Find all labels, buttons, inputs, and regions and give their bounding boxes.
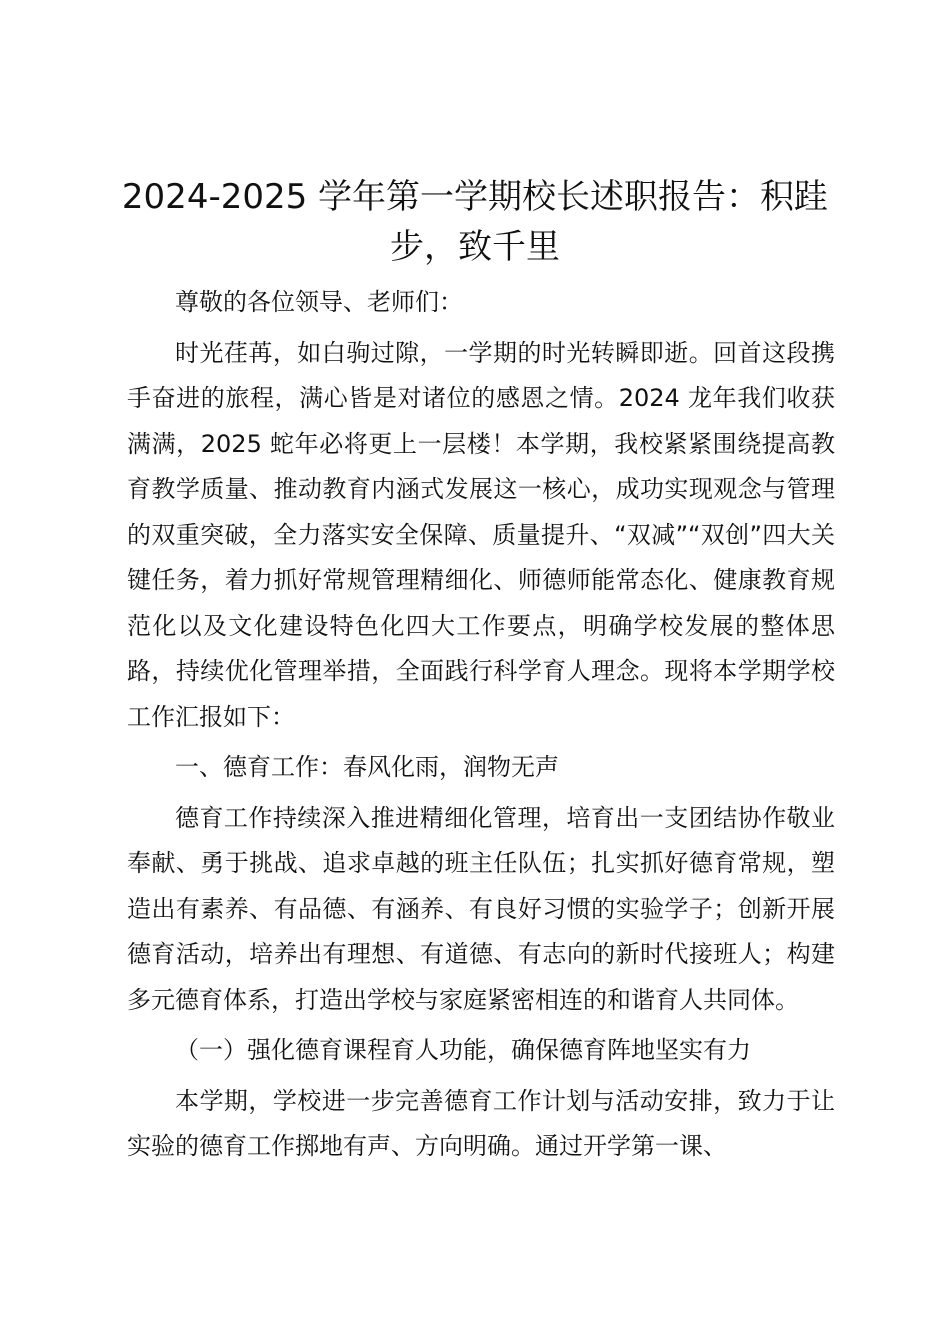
moral-education-paragraph: 德育工作持续深入推进精细化管理，培育出一支团结协作敬业奉献、勇于挑战、追求卓越的班主任队伍；扎实抓好德育常规，塑造出有素养、有品德、有涵养、有良好习惯的实验学子；创新开展德育活动，培养出有理想、有道德、有志向的新时代接班人；构建多元德育体系，打造出学校与家庭紧密相连的和谐育人共同体。 xyxy=(127,803,835,1014)
subsection-1-paragraph: 本学期，学校进一步完善德育工作计划与活动安排，致力于让实验的德育工作掷地有声、方向明确。通过开学第一课、 xyxy=(127,1086,835,1160)
salutation-paragraph: 尊敬的各位领导、老师们： xyxy=(175,288,463,316)
document-body xyxy=(127,280,835,1175)
document-title: 2024-2025 学年第一学期校长述职报告：积跬步，致千里 xyxy=(121,177,829,267)
intro-paragraph: 时光荏苒，如白驹过隙，一学期的时光转瞬即逝。回首这段携手奋进的旅程，满心皆是对诸位的感恩之情。2024 龙年我们收获满满，2025 蛇年必将更上一层楼！本学期，我校紧紧围绕提高教育教学质量、推动教育内涵式发展这一核心，成功实现观念与管理的双重突破，全力落实安全保障、质量提升、“双减”“双创”四大关键任务，着力抓好常规管理精细化、师德师能常态化、健康教育规范化以及文化建设特色化四大工作要点，明确学校发展的整体思路，持续优化管理举措，全面践行科学育人理念。现将本学期学校工作汇报如下： xyxy=(127,338,835,731)
subsection-heading-1: （一）强化德育课程育人功能，确保德育阵地坚实有力 xyxy=(175,1036,751,1064)
section-heading-moral-education: 一、德育工作：春风化雨，润物无声 xyxy=(175,753,559,781)
